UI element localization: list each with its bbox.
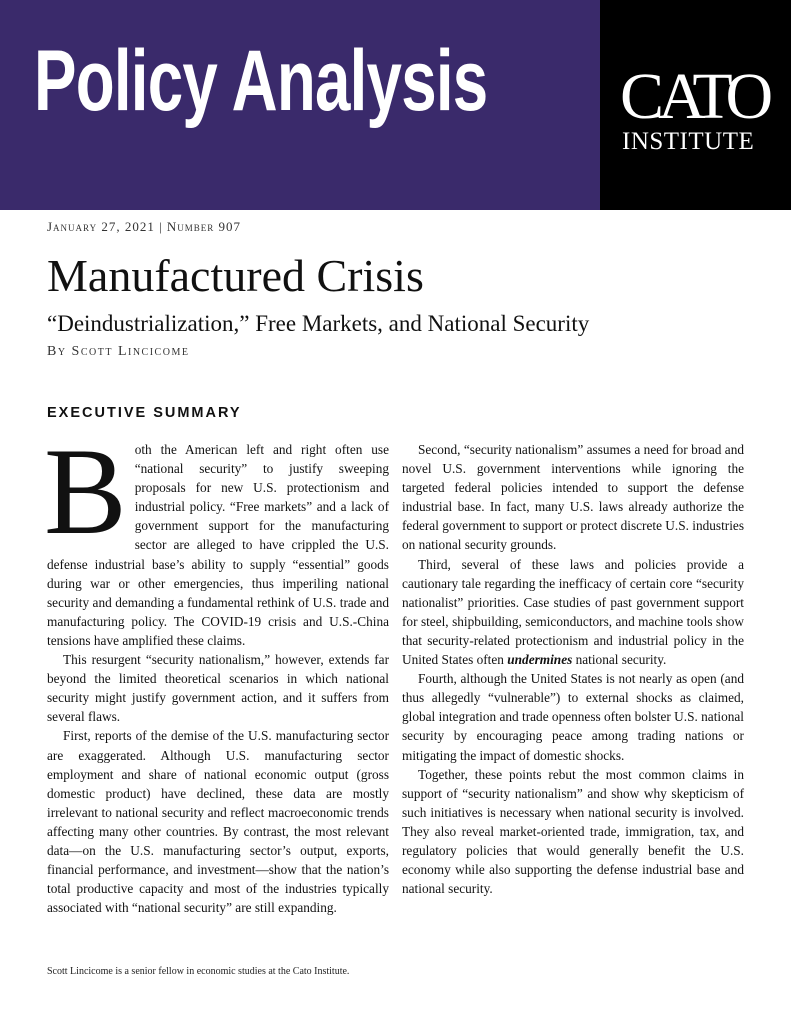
paragraph: This resurgent “security nationalism,” however, extends far beyond the limited theoretical scenarios in which national security might justify government action, and it suffers from several flaws. <box>47 652 389 725</box>
section-heading: EXECUTIVE SUMMARY <box>47 405 242 421</box>
paragraph: Third, several of these laws and policies provide a cautionary tale regarding the inefficacy of certain core “security nationalist” priorities. Case studies of past government support for steel, shipbuilding, semiconductors, and machine tools show that security-related protectionism and industrial policy in the United States often undermines national security. <box>402 556 744 668</box>
logo-wordmark: CATO <box>620 60 768 133</box>
paragraph: First, reports of the demise of the U.S. manufacturing sector are exaggerated. Although U.S. manufacturing sector employment and share of national economic output (gross domestic product) have declined, these data are mostly irrelevant to national security and reflect macroeconomic trends affecting many other countries. By contrast, the most relevant data—on the U.S. manufacturing sector’s output, exports, financial performance, and investment—show that the nation’s total productive capacity and most of the industries typically associated with “national security” are still expanding. <box>47 728 389 916</box>
logo-subtitle: INSTITUTE <box>622 128 755 155</box>
emphasis: undermines <box>507 652 573 668</box>
paragraph: Second, “security nationalism” assumes a need for broad and novel U.S. government interventions while ignoring the targeted federal policies intended to support the defense industrial base. In fact, many U.S. laws already authorize the federal government to support or protect discrete U.S. industries on national security grounds. <box>402 442 744 553</box>
cato-logo <box>600 0 791 210</box>
paragraph: Fourth, although the United States is not nearly as open (and thus allegedly “vulnerable”) to external shocks as claimed, global integration and trade openness often bolster U.S. national security by encouraging peace among trading nations or mitigating the impact of domestic shocks. <box>402 671 744 763</box>
series-title: Policy Analysis <box>34 33 488 129</box>
byline: By Scott Lincicome <box>47 344 190 359</box>
paragraph: Both the American left and right often use “national security” to justify sweeping proposals for new U.S. protectionism and industrial policy. “Free markets” and a lack of government support for the manufacturing sector are alleged to have crippled the U.S. defense industrial base’s ability to supply “essential” goods during war or other emergencies, thus imperiling national security and demanding a fundamental rethink of U.S. trade and manufacturing policy. The COVID-19 crisis and U.S.-China tensions have amplified these claims. <box>44 423 389 648</box>
drop-cap: B <box>44 423 127 560</box>
dateline: January 27, 2021 | Number 907 <box>47 219 242 234</box>
page-subtitle: “Deindustrialization,” Free Markets, and National Security <box>47 311 590 336</box>
left-column <box>44 423 389 917</box>
paragraph: Together, these points rebut the most common claims in support of “security nationalism” and show why skepticism of such initiatives is necessary when national security is involved. They also reveal market-oriented trade, immigration, tax, and regulatory policies that would generally benefit the U.S. economy while also supporting the defense industrial base and national security. <box>402 766 744 897</box>
right-column <box>402 440 744 898</box>
page-title: Manufactured Crisis <box>47 250 424 301</box>
header-banner <box>0 0 600 210</box>
author-footnote: Scott Lincicome is a senior fellow in economic studies at the Cato Institute. <box>47 966 350 977</box>
